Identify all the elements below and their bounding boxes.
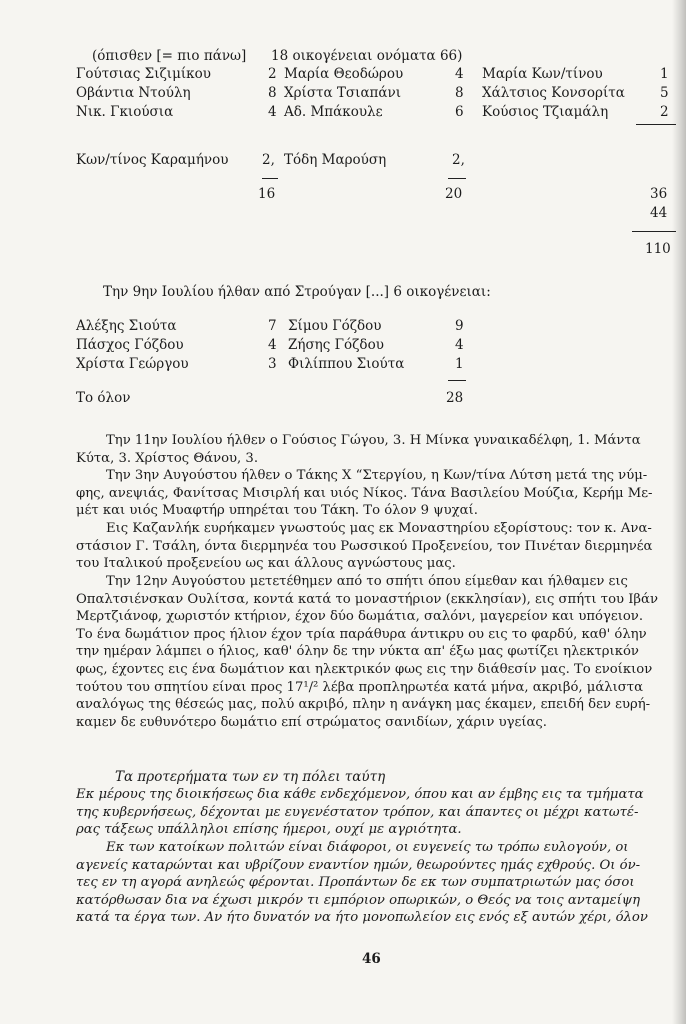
col3-num: 2,	[452, 152, 465, 168]
col2-name: Χρίστα Τσιαπάνι	[284, 85, 402, 101]
grand-total: 110	[645, 241, 671, 257]
total-label: Το όλον	[76, 390, 131, 406]
text-line: Οπαλτσιένσκαν Ουλίτσα, κοντά κατά το μοναστήριον (εκκλησίαν), εις σπήτι του Ιβάν	[76, 591, 658, 607]
col3-num: 4	[455, 66, 464, 82]
total-value: 28	[446, 390, 464, 406]
col4-sum-rule	[636, 124, 676, 125]
col1-name: Πάσχος Γόζδου	[76, 337, 184, 353]
text-line: φης, ανεψιάς, Φανίτσας Μισιρλή και υιός Νίκος. Τάνα Βασιλείου Μούζια, Κερήμ Με-	[76, 485, 653, 501]
text-line: Εις Καζανλήκ ευρήκαμεν γνωστούς μας εκ Μοναστηρίου εξορίστους: τον κ. Ανα-	[106, 521, 652, 536]
paragraph-aug-12	[76, 573, 680, 731]
text-line: Μερτζιάνοφ, χωριστόν κτήριον, έχον δύο δωμάτια, σαλόνι, μαγερείον και υπόγειον.	[76, 609, 644, 625]
col4-num: 2	[660, 104, 669, 120]
text-line: την ημέραν λάμπει ο ήλιος, καθ' όλην δε την νύκτα απ' έξω μας φωτίζει ηλεκτρικόν	[76, 644, 639, 660]
col3-num: 1	[455, 356, 464, 372]
text-line: τες εν τη αγορά ανηλεώς φέρονται. Προπάντων δε εκ των συμπατριωτών μας όσοι	[76, 875, 635, 891]
col2-name: Τόδη Μαρούση	[284, 152, 387, 168]
col3-num: 9	[455, 318, 464, 334]
col1-name: Χρίστα Γεώργου	[76, 356, 189, 372]
text-line: αγενείς καταρώνται και υβρίζουν εναντίον ημών, θεωρούντες ημάς εχθρούς. Οι όν-	[76, 857, 641, 873]
paragraph-administration	[76, 786, 680, 839]
text-line: του Ιταλικού προξενείου ως και άλλους αγνώστους μας.	[76, 556, 456, 572]
text-line: Εκ μέρους της διοικήσεως δια κάθε ενδεχόμενον, όπου και αν έμβης εις τα τμήματα	[76, 787, 644, 802]
col2-num: 2,	[262, 152, 275, 168]
col2-num: 4	[268, 337, 277, 353]
col3-name: Μαρία Κων/τίνου	[482, 66, 603, 82]
col4-num: 5	[660, 85, 669, 101]
col3-name: Χάλτσιος Κονσορίτα	[482, 85, 625, 101]
col4-subtotal-b: 44	[650, 205, 668, 221]
text-line: μέτ και υιός Μυαφτήρ υπηρέται του Τάκη. Το όλον 9 ψυχαί.	[76, 503, 478, 519]
col2-name: Μαρία Θεοδώρου	[284, 66, 404, 82]
page-number: 46	[362, 951, 381, 967]
paragraph-july-11	[76, 432, 680, 467]
header-families: 18 οικογένειαι ονόματα 66)	[271, 48, 463, 64]
paragraph-kazanlik	[76, 520, 680, 573]
text-line: αναλόγως της θέσεώς μας, πολύ ακριβό, πλην η ανάγκη μας έκαμεν, επειδή δεν ευρή-	[76, 697, 651, 713]
col2-name: Σίμου Γόζδου	[288, 318, 382, 334]
text-line: της κυβερνήσεως, δέχονται με ευγενέστατον τρόπον, και άπαντες οι μέχρι κατωτέ-	[76, 804, 639, 820]
header-note: (όπισθεν [= πιο πάνω]	[92, 48, 247, 64]
grand-total-rule	[632, 231, 676, 232]
text-line: κατόρθωσαν δια να έχωσι μικρόν τι εμπόριον οπωρικών, ο Θεός να τοις ανταμείψη	[76, 892, 641, 908]
col3-subtotal: 20	[445, 186, 463, 202]
col3-name: Κούσιος Τζιαμάλη	[482, 104, 609, 120]
col2-num: 4	[268, 104, 277, 120]
col3-sum-rule	[448, 178, 466, 179]
text-line: Το ένα δωμάτιον προς ήλιον έχον τρία παράθυρα άντικρυ ου εις το φαρδύ, καθ' όλην	[76, 626, 647, 642]
col4-subtotal-a: 36	[650, 186, 668, 202]
section-heading: Τα προτερήματα των εν τη πόλει ταύτη	[115, 769, 386, 785]
col1-name: Κων/τίνος Καραμήνου	[76, 152, 229, 168]
col1-name: Γούτσιας Σιζιμίκου	[76, 66, 211, 82]
col1-name: Αλέξης Σιούτα	[76, 318, 177, 334]
text-line: Κύτα, 3. Χρίστος Θάνου, 3.	[76, 450, 259, 466]
col4-num: 1	[660, 66, 669, 82]
col2-name: Φιλίππου Σιούτα	[288, 356, 405, 372]
col2-num: 8	[268, 85, 277, 101]
text-line: φως, έχοντες εις ένα δωμάτιον και ηλεκτρικόν φως εις την διάθεσίν μας. Το ενοίκιον	[76, 661, 653, 677]
col1-name: Νικ. Γκιούσια	[76, 104, 174, 120]
text-line: Εκ των κατοίκων πολιτών είναι διάφοροι, οι ευγενείς τω τρόπω ευλογούν, οι	[106, 840, 629, 855]
col2-name: Ζήσης Γόζδου	[288, 337, 384, 353]
total-rule	[448, 380, 466, 381]
col2-name: Αδ. Μπάκουλε	[284, 104, 383, 120]
paragraph-citizens	[76, 839, 680, 927]
col2-num: 2	[268, 66, 277, 82]
text-line: καμεν δε ευθυνότερο δωμάτιο επί στρώματος σανιδίων, χάριν υγείας.	[76, 714, 547, 730]
page-edge-shadow	[672, 0, 686, 1024]
text-line: ρας τάξεως υπάλληλοι επίσης ήμεροι, ουχί με αγριότητα.	[76, 822, 462, 838]
col3-num: 8	[455, 85, 464, 101]
text-line: Την 11ην Ιουλίου ήλθεν ο Γούσιος Γώγου, 3. Η Μίνκα γυναικαδέλφη, 1. Μάντα	[106, 433, 641, 448]
text-line: στάσιον Γ. Τσάλη, όντα διερμηνέα του Ρωσσικού Προξενείου, τον Πινέταν διερμηνέα	[76, 538, 653, 554]
paragraph-aug-3	[76, 467, 680, 520]
col2-subtotal: 16	[258, 186, 276, 202]
text-line: Την 3ην Αυγούστου ήλθεν ο Τάκης Χ “Στεργίου, η Κων/τίνα Λύτση μετά της νύμ-	[106, 468, 648, 483]
col2-num: 7	[268, 318, 277, 334]
col1-name: Οβάντια Ντούλη	[76, 85, 191, 101]
col3-num: 4	[455, 337, 464, 353]
text-line: τούτου του σπητίου είναι προς 17¹/² λέβα προπληρωτέα κατά μήνα, ακριβό, μάλιστα	[76, 679, 644, 695]
col3-num: 6	[455, 104, 464, 120]
text-line: κατά τα έργα των. Αν ήτο δυνατόν να ήτο μονοπωλείον εις ενός εξ αυτών χέρι, όλον	[76, 910, 648, 926]
col2-sum-rule	[262, 178, 278, 179]
col2-num: 3	[268, 356, 277, 372]
text-line: Την 12ην Αυγούστου μετετέθημεν από το σπήτι όπου είμεθαν και ήλθαμεν εις	[106, 574, 628, 589]
arrival-heading: Την 9ην Ιουλίου ήλθαν από Στρούγαν [...] 6 οικογένειαι:	[103, 284, 491, 300]
